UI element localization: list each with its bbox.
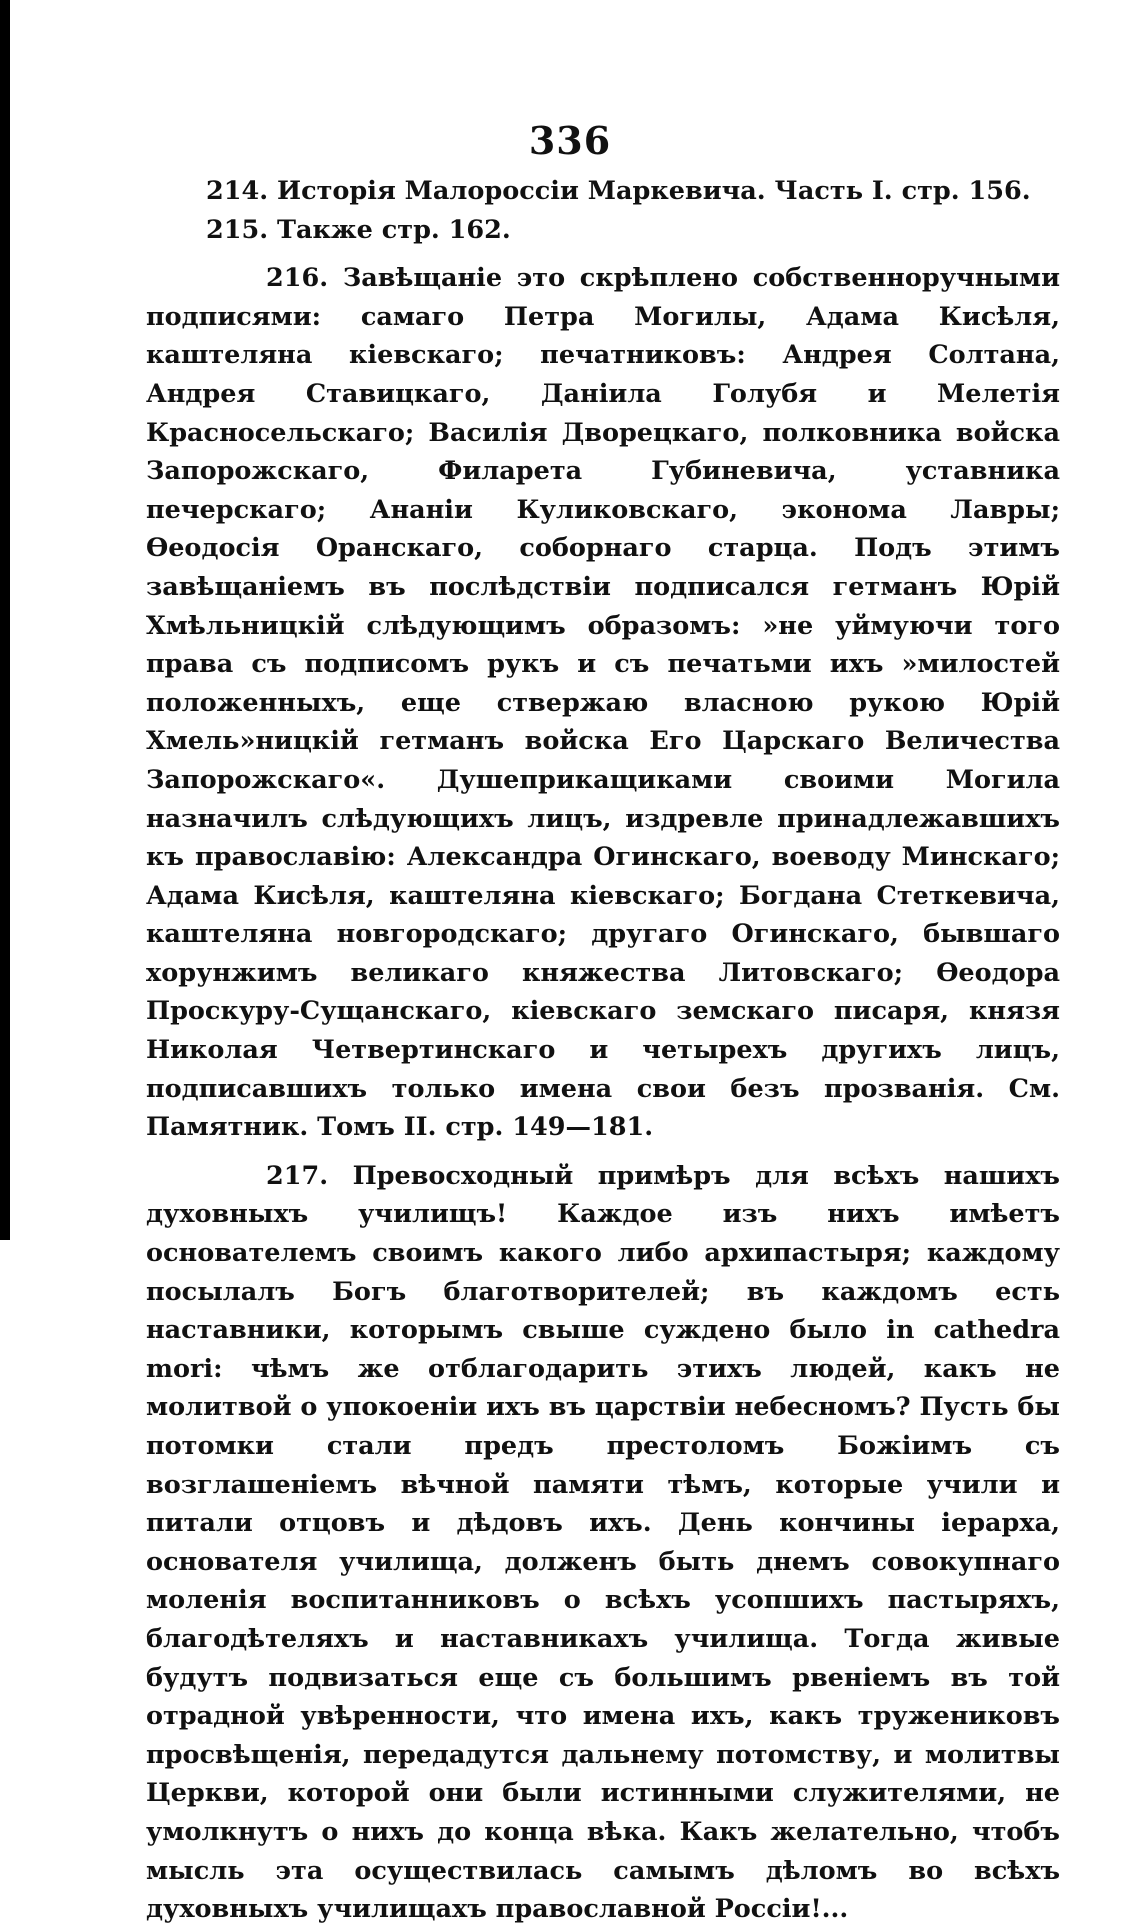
page-number: 336 xyxy=(528,118,612,163)
note-217 xyxy=(146,1157,1060,1929)
notes-block xyxy=(146,172,1060,1929)
note-text: Завѣщаніе это скрѣплено собственноручными подписями: самаго Петра Могилы, Адама Кисѣля, каштеляна кіевскаго; печатниковъ: Андрея Солтана, Андрея Ставицкаго, Даніила Голубя и Мелетія Красносельскаго; Василія Дворецкаго, полковника войска Запорожскаго, Филарета Губиневича, уставника печерскаго; Ананіи Куликовскаго, эконома Лавры; Ѳеодосія Оранскаго, соборнаго старца. Подъ этимъ завѣщаніемъ въ послѣдствіи подписался гетманъ Юрій Хмѣльницкій слѣдующимъ образомъ: »не уймуючи того права съ подписомъ рукъ и съ печатьми ихъ »милостей положенныхъ, еще ствержаю власною рукою Юрій Хмель»ницкій гетманъ войска Его Царскаго Величества Запорожскаго«. Душеприкащиками своими Могила назначилъ слѣдующихъ лицъ, издревле принадлежавшихъ къ православію: Александра Огинскаго, воеводу Минскаго; Адама Кисѣля, каштеляна кіевскаго; Богдана Стеткевича, каштеляна новгородскаго; другаго Огинскаго, бывшаго хорунжимъ великаго княжества Литовскаго; Ѳеодора Проскуру-Сущанскаго, кіевскаго земскаго писаря, князя Николая Четвертинскаго и четырехъ другихъ лицъ, подписавшихъ только имена свои безъ прозванія. См. Памятник. Томъ II. стр. 149—181. xyxy=(146,263,1060,1143)
note-number: 214. xyxy=(206,176,269,206)
note-text: Исторія Малороссіи Маркевича. Часть I. стр. 156. xyxy=(277,176,1031,206)
page-edge xyxy=(0,0,10,1240)
note-text: Превосходный примѣръ для всѣхъ нашихъ духовныхъ училищъ! Каждое изъ нихъ имѣетъ основателемъ своимъ какого либо архипастыря; каждому посылалъ Богъ благотворителей; въ каждомъ есть наставники, которымъ свыше суждено было in cathedra mori: чѣмъ же отблагодарить этихъ людей, какъ не молитвой о упокоеніи ихъ въ царствіи небесномъ? Пусть бы потомки стали предъ престоломъ Божіимъ съ возглашеніемъ вѣчной памяти тѣмъ, которые учили и питали отцовъ и дѣдовъ ихъ. День кончины іерарха, основателя училища, долженъ быть днемъ совокупнаго моленія воспитанниковъ о всѣхъ усопшихъ пастыряхъ, благодѣтеляхъ и наставникахъ училища. Тогда живые будутъ подвизаться еще съ большимъ рвеніемъ въ той отрадной увѣренности, что имена ихъ, какъ тружениковъ просвѣщенія, передадутся дальнему потомству, и молитвы Церкви, которой они были истинными служителями, не умолкнутъ о нихъ до конца вѣка. Какъ желательно, чтобъ мысль эта осуществилась самымъ дѣломъ во всѣхъ духовныхъ училищахъ православной Россіи!... xyxy=(146,1160,1060,1925)
note-214 xyxy=(146,172,1060,211)
note-number: 215. xyxy=(206,214,269,245)
note-number: 216. xyxy=(266,263,329,294)
note-text: Также стр. 162. xyxy=(277,214,511,245)
note-215 xyxy=(146,211,1060,250)
note-number: 217. xyxy=(266,1160,329,1191)
note-216 xyxy=(146,259,1060,1147)
